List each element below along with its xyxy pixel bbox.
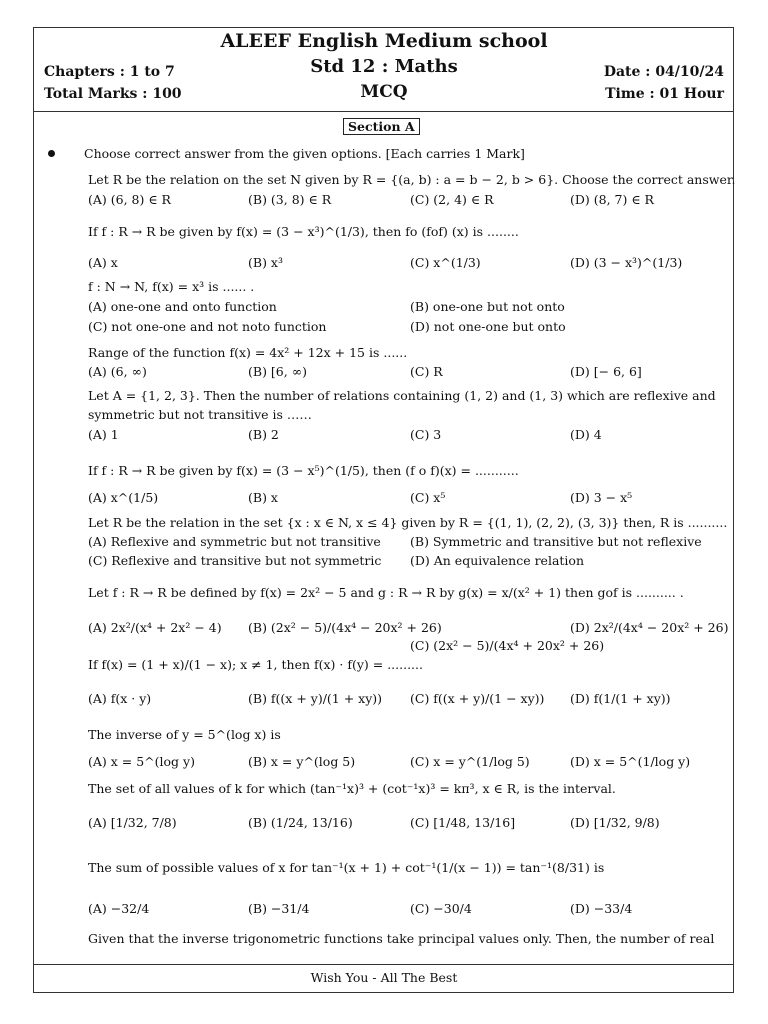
q9-option-d: (D) f(1/(1 + xy)) [570, 691, 671, 706]
question-1: Let R be the relation on the set N given by R = {(a, b) : a = b − 2, b > 6}. Choose the correct answer. [88, 172, 736, 187]
q1-option-b: (B) (3, 8) ∈ R [248, 192, 332, 207]
q8-option-c: (C) (2x² − 5)/(4x⁴ + 20x² + 26) [410, 638, 605, 653]
q3-option-a: (A) one-one and onto function [88, 299, 277, 314]
q2-option-a: (A) x [88, 255, 118, 270]
question-13: Given that the inverse trigonometric functions take principal values only. Then, the number of real [88, 931, 715, 946]
instructions: Choose correct answer from the given options. [Each carries 1 Mark] [84, 146, 525, 161]
q1-option-d: (D) (8, 7) ∈ R [570, 192, 654, 207]
q10-option-c: (C) x = y^(1/log 5) [410, 754, 530, 769]
question-5-line-1: Let A = {1, 2, 3}. Then the number of relations containing (1, 2) and (1, 3) which are reflexive and [88, 388, 716, 403]
q12-option-b: (B) −31/4 [248, 901, 310, 916]
q6-option-b: (B) x [248, 490, 278, 505]
q2-option-d: (D) (3 − x³)^(1/3) [570, 255, 683, 270]
q8-option-a: (A) 2x²/(x⁴ + 2x² − 4) [88, 620, 222, 635]
q3-option-d: (D) not one-one but onto [410, 319, 566, 334]
question-8: Let f : R → R be defined by f(x) = 2x² − 5 and g : R → R by g(x) = x/(x² + 1) then gof is .......... . [88, 585, 684, 600]
q12-option-a: (A) −32/4 [88, 901, 150, 916]
q10-option-d: (D) x = 5^(1/log y) [570, 754, 691, 769]
q6-option-c: (C) x⁵ [410, 490, 446, 505]
q2-option-b: (B) x³ [248, 255, 283, 270]
q11-option-b: (B) (1/24, 13/16) [248, 815, 353, 830]
q11-option-d: (D) [1/32, 9/8) [570, 815, 660, 830]
school-name: ALEEF English Medium school [220, 30, 548, 52]
q11-option-a: (A) [1/32, 7/8) [88, 815, 177, 830]
q11-option-c: (C) [1/48, 13/16] [410, 815, 516, 830]
q3-option-c: (C) not one-one and not noto function [88, 319, 327, 334]
question-7: Let R be the relation in the set {x : x ∈ N, x ≤ 4} given by R = {(1, 1), (2, 2), (3, 3)} then, R is .......... [88, 515, 728, 530]
q5-option-b: (B) 2 [248, 427, 279, 442]
q10-option-a: (A) x = 5^(log y) [88, 754, 195, 769]
q10-option-b: (B) x = y^(log 5) [248, 754, 356, 769]
q4-option-c: (C) R [410, 364, 443, 379]
q7-option-d: (D) An equivalence relation [410, 553, 584, 568]
q1-option-a: (A) (6, 8) ∈ R [88, 192, 171, 207]
standard-subject: Std 12 : Maths [310, 56, 458, 77]
q4-option-a: (A) (6, ∞) [88, 364, 147, 379]
q4-option-b: (B) [6, ∞) [248, 364, 307, 379]
q5-option-c: (C) 3 [410, 427, 442, 442]
q12-option-d: (D) −33/4 [570, 901, 633, 916]
question-10: The inverse of y = 5^(log x) is [88, 727, 281, 742]
section-label: Section A [343, 118, 420, 135]
question-5-line-2: symmetric but not transitive is …… [88, 407, 312, 422]
q6-option-d: (D) 3 − x⁵ [570, 490, 633, 505]
q7-option-a: (A) Reflexive and symmetric but not transitive [88, 534, 381, 549]
question-3: f : N → N, f(x) = x³ is ...... . [88, 279, 255, 294]
q5-option-a: (A) 1 [88, 427, 119, 442]
total-marks: Total Marks : 100 [44, 86, 182, 102]
question-6: If f : R → R be given by f(x) = (3 − x⁵)^(1/5), then (f o f)(x) = ........... [88, 463, 519, 478]
q7-option-c: (C) Reflexive and transitive but not symmetric [88, 553, 382, 568]
exam-time: Time : 01 Hour [605, 86, 724, 102]
q1-option-c: (C) (2, 4) ∈ R [410, 192, 494, 207]
q9-option-c: (C) f((x + y)/(1 − xy)) [410, 691, 545, 706]
q3-option-b: (B) one-one but not onto [410, 299, 565, 314]
question-12: The sum of possible values of x for tan⁻¹(x + 1) + cot⁻¹(1/(x − 1)) = tan⁻¹(8/31) is [88, 860, 605, 875]
paper-type: MCQ [360, 82, 408, 102]
footer-message: Wish You - All The Best [310, 970, 458, 985]
q12-option-c: (C) −30/4 [410, 901, 472, 916]
chapters: Chapters : 1 to 7 [44, 64, 175, 80]
question-9: If f(x) = (1 + x)/(1 − x); x ≠ 1, then f(x) · f(y) = ......... [88, 657, 423, 672]
q2-option-c: (C) x^(1/3) [410, 255, 481, 270]
footer-divider [34, 964, 733, 965]
q9-option-a: (A) f(x · y) [88, 691, 152, 706]
q5-option-d: (D) 4 [570, 427, 602, 442]
bullet-icon [48, 150, 55, 157]
exam-date: Date : 04/10/24 [603, 64, 724, 80]
q4-option-d: (D) [− 6, 6] [570, 364, 642, 379]
q8-option-d: (D) 2x²/(4x⁴ − 20x² + 26) [570, 620, 729, 635]
q6-option-a: (A) x^(1/5) [88, 490, 159, 505]
q8-option-b: (B) (2x² − 5)/(4x⁴ − 20x² + 26) [248, 620, 442, 635]
question-4: Range of the function f(x) = 4x² + 12x + 15 is ...... [88, 345, 408, 360]
q7-option-b: (B) Symmetric and transitive but not reflexive [410, 534, 702, 549]
header-divider [34, 111, 733, 112]
question-2: If f : R → R be given by f(x) = (3 − x³)^(1/3), then fo (fof) (x) is ........ [88, 224, 519, 239]
question-11: The set of all values of k for which (tan⁻¹x)³ + (cot⁻¹x)³ = kπ³, x ∈ R, is the interval. [88, 781, 616, 796]
q9-option-b: (B) f((x + y)/(1 + xy)) [248, 691, 383, 706]
